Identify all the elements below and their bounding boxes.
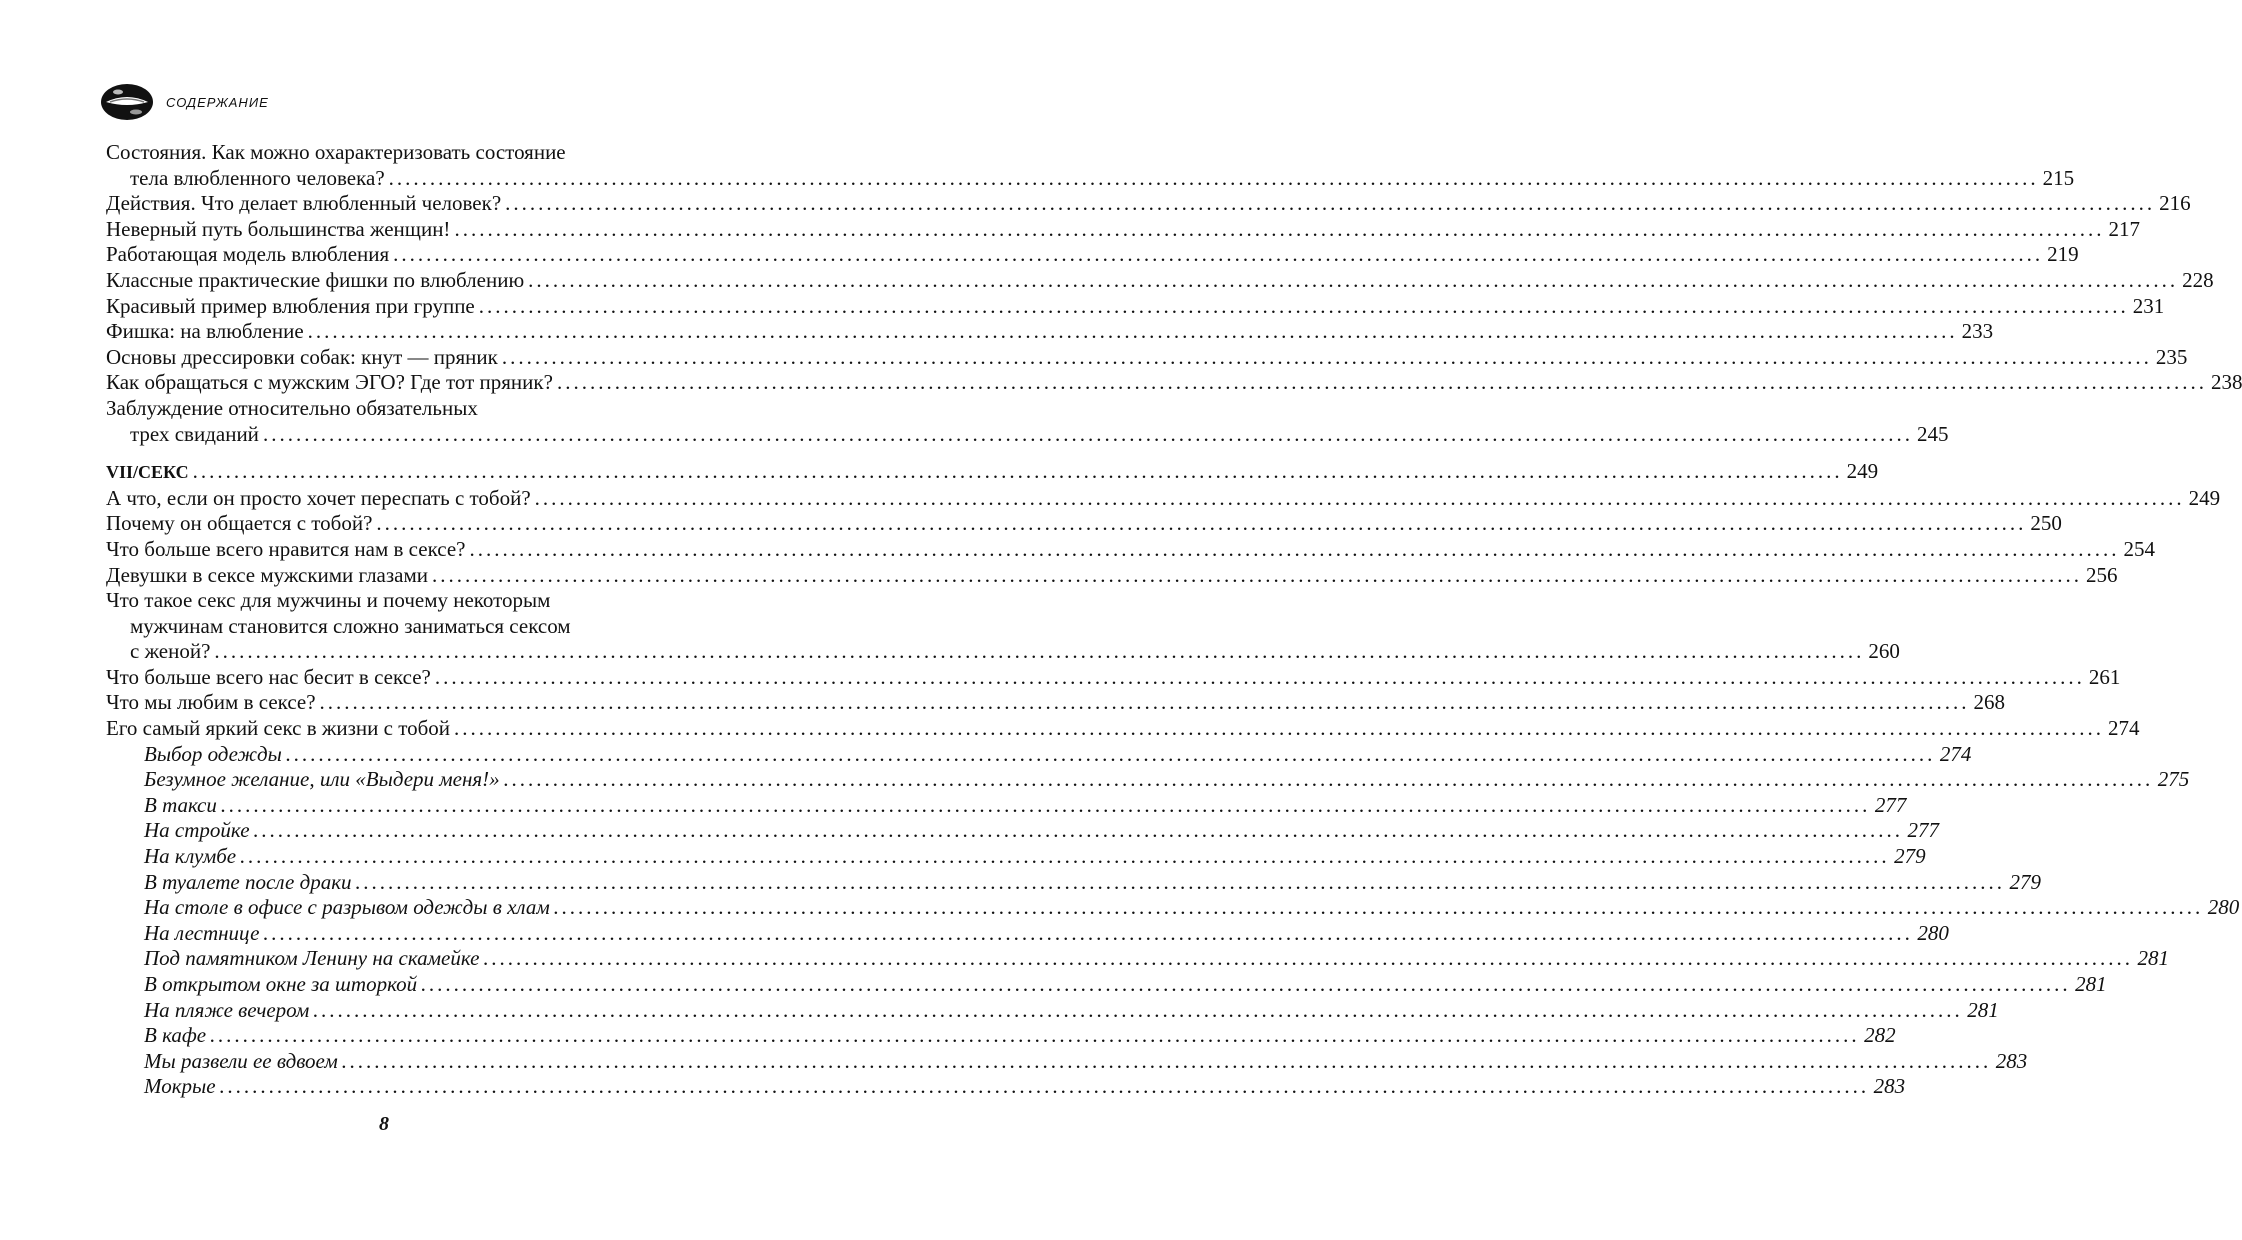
- toc-subentry: [106, 818, 1940, 844]
- dot-leader: ........................................................................................................................................................................................................: [220, 792, 1871, 817]
- toc-page-number: 274: [1939, 741, 1972, 766]
- toc-entry-title: Что мы любим в сексе?: [106, 690, 316, 715]
- dot-leader: ........................................................................................................................................................................................................: [219, 1074, 1870, 1099]
- dot-leader: ........................................................................................................................................................................................................: [376, 511, 2027, 536]
- toc-page-number: 275: [2157, 767, 2190, 792]
- toc-subentry: [106, 1023, 1896, 1049]
- dot-leader: ........................................................................................................................................................................................................: [388, 165, 2039, 190]
- toc-entry-title: мужчинам становится сложно заниматься сексом: [130, 613, 571, 638]
- toc-entry-title: трех свиданий: [130, 421, 259, 446]
- toc-line: [106, 690, 2006, 716]
- toc-subentry: [106, 741, 1972, 768]
- toc-subentry: [106, 1074, 1906, 1100]
- dot-leader: ........................................................................................................................................................................................................: [501, 344, 2152, 369]
- toc-entry-title: На стройке: [144, 818, 250, 843]
- toc-page-number: 250: [2030, 511, 2062, 536]
- dot-leader: ........................................................................................................................................................................................................: [393, 242, 2044, 267]
- toc-entry-title: Фишка: на влюбление: [106, 319, 304, 344]
- dot-leader: ........................................................................................................................................................................................................: [503, 767, 2154, 792]
- toc-line: [144, 767, 2190, 793]
- toc-entry: [106, 511, 2062, 537]
- toc-line: [106, 716, 2140, 742]
- toc-line: [106, 191, 2191, 217]
- toc-entry: [106, 242, 2079, 268]
- toc-entry: [106, 485, 2221, 512]
- toc-subentry: [106, 869, 2042, 896]
- toc-entry: [106, 562, 2118, 589]
- dot-leader: ........................................................................................................................................................................................................: [534, 485, 2185, 510]
- toc-line: [106, 459, 1879, 486]
- toc-subentry: [106, 972, 2107, 998]
- toc-line: [106, 140, 694, 166]
- dot-leader: ........................................................................................................................................................................................................: [478, 293, 2129, 318]
- toc-entry-title: Классные практические фишки по влюблению: [106, 267, 525, 292]
- toc-entry: [106, 319, 1994, 345]
- toc-entry-title: Его самый яркий секс в жизни с тобой: [106, 716, 451, 741]
- dot-leader: ........................................................................................................................................................................................................: [253, 818, 1904, 843]
- toc-line: [106, 588, 694, 614]
- toc-subentry: [106, 792, 1907, 819]
- toc-entry-title: Красивый пример влюбления при группе: [106, 293, 475, 318]
- toc-page-number: 279: [2009, 869, 2042, 894]
- toc-page-number: 216: [2159, 191, 2191, 216]
- toc-page-number: 228: [2182, 267, 2214, 292]
- toc-line: [106, 319, 1994, 345]
- toc-page-number: 235: [2155, 344, 2188, 369]
- toc-page-number: 274: [2108, 716, 2140, 741]
- toc-entry: [106, 716, 2140, 742]
- toc-entry-title: Под памятником Ленину на скамейке: [144, 946, 480, 971]
- toc-page-number: 279: [1894, 844, 1926, 869]
- toc-entry-title: с женой?: [130, 639, 211, 664]
- running-header: [100, 72, 269, 132]
- header-title: СОДЕРЖАНИЕ: [166, 94, 269, 110]
- toc-line: [144, 792, 1907, 819]
- toc-entry: [106, 588, 1900, 665]
- toc-page-number: 256: [2086, 562, 2118, 587]
- toc-line: [106, 267, 2214, 294]
- toc-entry-title: Заблуждение относительно обязательных: [106, 395, 478, 420]
- toc-entry: [106, 140, 2075, 191]
- toc-entry-title: Работающая модель влюбления: [106, 242, 390, 267]
- toc-entry-title: Выбор одежды: [144, 741, 282, 766]
- toc-entry: [106, 344, 2188, 371]
- toc-line: [144, 1074, 1906, 1100]
- toc-line: [144, 972, 2107, 998]
- dot-leader: ........................................................................................................................................................................................................: [192, 459, 1843, 484]
- toc-entry: [106, 293, 2165, 320]
- dot-leader: ........................................................................................................................................................................................................: [553, 895, 2204, 920]
- dot-leader: ........................................................................................................................................................................................................: [483, 946, 2134, 971]
- toc-entry-title: Что такое секс для мужчины и почему некоторым: [106, 588, 551, 613]
- toc-entry-title: Что больше всего нас бесит в сексе?: [106, 664, 431, 689]
- toc-subentry: [106, 920, 1949, 947]
- toc-page-number: 215: [2042, 165, 2075, 190]
- toc-line: [144, 869, 2042, 896]
- toc-line: [144, 818, 1940, 844]
- toc-line: [144, 741, 1972, 768]
- toc-page-number: 219: [2047, 242, 2079, 267]
- dot-leader: ........................................................................................................................................................................................................: [432, 562, 2083, 587]
- toc-line: [144, 1048, 2028, 1075]
- dot-leader: ........................................................................................................................................................................................................: [313, 997, 1964, 1022]
- toc-page-number: 238: [2210, 370, 2242, 395]
- toc-entry-title: На лестнице: [144, 920, 260, 945]
- toc-line: [106, 165, 2075, 192]
- dot-leader: ........................................................................................................................................................................................................: [454, 716, 2105, 741]
- toc-page-number: 283: [1873, 1074, 1906, 1099]
- toc-entry-title: тела влюбленного человека?: [130, 165, 385, 190]
- toc-line: [106, 216, 2140, 243]
- toc-page-number: 254: [2123, 536, 2155, 561]
- dot-leader: ........................................................................................................................................................................................................: [214, 639, 1865, 664]
- toc-subentry: [106, 895, 2240, 921]
- toc-entry: [106, 690, 2006, 716]
- toc-page-number: 280: [2207, 895, 2240, 920]
- dot-leader: ........................................................................................................................................................................................................: [285, 741, 1936, 766]
- dot-leader: ........................................................................................................................................................................................................: [355, 869, 2006, 894]
- toc-entry: [106, 370, 2242, 396]
- toc-page-number: 231: [2132, 293, 2165, 318]
- dot-leader: ........................................................................................................................................................................................................: [505, 191, 2156, 216]
- toc-line: [144, 1023, 1896, 1049]
- toc-line: [106, 664, 2121, 691]
- dot-leader: ........................................................................................................................................................................................................: [240, 844, 1891, 869]
- toc-line: [106, 614, 694, 640]
- toc-entry-title: Почему он общается с тобой?: [106, 511, 373, 536]
- dot-leader: ........................................................................................................................................................................................................: [319, 690, 1970, 715]
- toc-page-number: 283: [1995, 1048, 2028, 1073]
- toc-entry-title: Девушки в сексе мужскими глазами: [106, 562, 429, 587]
- toc-line: [106, 370, 2242, 396]
- lips-icon: [100, 82, 154, 122]
- toc-subentry: [106, 946, 2169, 972]
- toc-entry: [106, 267, 2214, 294]
- toc-entry-title: А что, если он просто хочет переспать с тобой?: [106, 485, 531, 510]
- dot-leader: ........................................................................................................................................................................................................: [528, 267, 2179, 292]
- toc-line: [144, 895, 2240, 921]
- toc-subentry: [106, 844, 1926, 870]
- toc-page-number: 282: [1864, 1023, 1896, 1048]
- toc-line: [106, 421, 1949, 448]
- toc-entry-title: Безумное желание, или «Выдери меня!»: [144, 767, 500, 792]
- toc-page-number: 277: [1907, 818, 1940, 843]
- toc-line: [144, 997, 1999, 1024]
- toc-page-number: 260: [1868, 639, 1900, 664]
- toc-entry-title: Как обращаться с мужским ЭГО? Где тот пряник?: [106, 370, 553, 395]
- toc-entry-title: Мокрые: [144, 1074, 216, 1099]
- toc-page-number: 281: [2075, 972, 2107, 996]
- toc-page-number: 281: [1967, 997, 1999, 1022]
- toc-entry-title: Состояния. Как можно охарактеризовать состояние: [106, 140, 566, 164]
- toc-page-number: 277: [1874, 792, 1907, 817]
- toc-subentry: [106, 1048, 2028, 1075]
- toc-entry-title: В открытом окне за шторкой: [144, 972, 418, 996]
- toc-page-number: 281: [2137, 946, 2169, 971]
- toc-line: [106, 344, 2188, 371]
- toc-entry: [106, 216, 2140, 243]
- toc-entry: [106, 191, 2191, 217]
- toc-page-number: 233: [1961, 319, 1994, 344]
- toc-page-number: 249: [1846, 459, 1879, 484]
- toc-page-number: 280: [1917, 920, 1949, 945]
- toc-line: [106, 536, 2155, 563]
- toc-entry-title: На столе в офисе с разрывом одежды в хлам: [144, 895, 550, 920]
- table-of-contents: [106, 140, 2242, 1100]
- dot-leader: ........................................................................................................................................................................................................: [307, 319, 1958, 344]
- dot-leader: ........................................................................................................................................................................................................: [434, 664, 2085, 689]
- chapter-heading: [106, 459, 1879, 486]
- toc-entry-title: Мы развели ее вдвоем: [144, 1048, 338, 1073]
- toc-entry: [106, 536, 2155, 563]
- toc-subentry: [106, 767, 2190, 793]
- page-number: 8: [379, 1113, 389, 1135]
- dot-leader: ........................................................................................................................................................................................................: [262, 421, 1913, 446]
- toc-page-number: 217: [2108, 216, 2140, 241]
- dot-leader: ........................................................................................................................................................................................................: [263, 920, 1914, 945]
- toc-line: [106, 485, 2221, 512]
- toc-line: [106, 639, 1900, 665]
- toc-line: [144, 920, 1949, 947]
- dot-leader: ........................................................................................................................................................................................................: [421, 972, 2072, 996]
- dot-leader: ........................................................................................................................................................................................................: [454, 216, 2105, 241]
- toc-page-number: 249: [2188, 485, 2221, 510]
- toc-line: [106, 396, 694, 422]
- toc-page-number: 261: [2088, 664, 2121, 689]
- toc-entry-title: В туалете после драки: [144, 869, 352, 894]
- toc-entry-title: На пляже вечером: [144, 997, 310, 1022]
- dot-leader: ........................................................................................................................................................................................................: [469, 536, 2120, 561]
- toc-line: [144, 946, 2169, 972]
- dot-leader: ........................................................................................................................................................................................................: [341, 1048, 1992, 1073]
- toc-entry-title: В кафе: [144, 1023, 207, 1048]
- toc-page-number: 245: [1916, 421, 1949, 446]
- toc-entry-title: Действия. Что делает влюбленный человек?: [106, 191, 502, 216]
- toc-entry-title: Что больше всего нравится нам в сексе?: [106, 536, 466, 561]
- toc-line: [106, 562, 2118, 589]
- toc-line: [106, 242, 2079, 268]
- toc-page-number: 268: [1973, 690, 2006, 715]
- toc-entry: [106, 664, 2121, 691]
- toc-entry-title: VII/СЕКС: [106, 462, 189, 483]
- toc-entry-title: Основы дрессировки собак: кнут — пряник: [106, 344, 498, 369]
- toc-line: [144, 844, 1926, 870]
- toc-line: [106, 293, 2165, 320]
- toc-entry: [106, 395, 1949, 447]
- dot-leader: ........................................................................................................................................................................................................: [210, 1023, 1861, 1048]
- toc-entry-title: В такси: [144, 792, 217, 817]
- toc-entry-title: На клумбе: [144, 844, 237, 869]
- toc-subentry: [106, 997, 1999, 1024]
- dot-leader: ........................................................................................................................................................................................................: [556, 370, 2207, 395]
- toc-entry-title: Неверный путь большинства женщин!: [106, 216, 451, 241]
- toc-line: [106, 511, 2062, 537]
